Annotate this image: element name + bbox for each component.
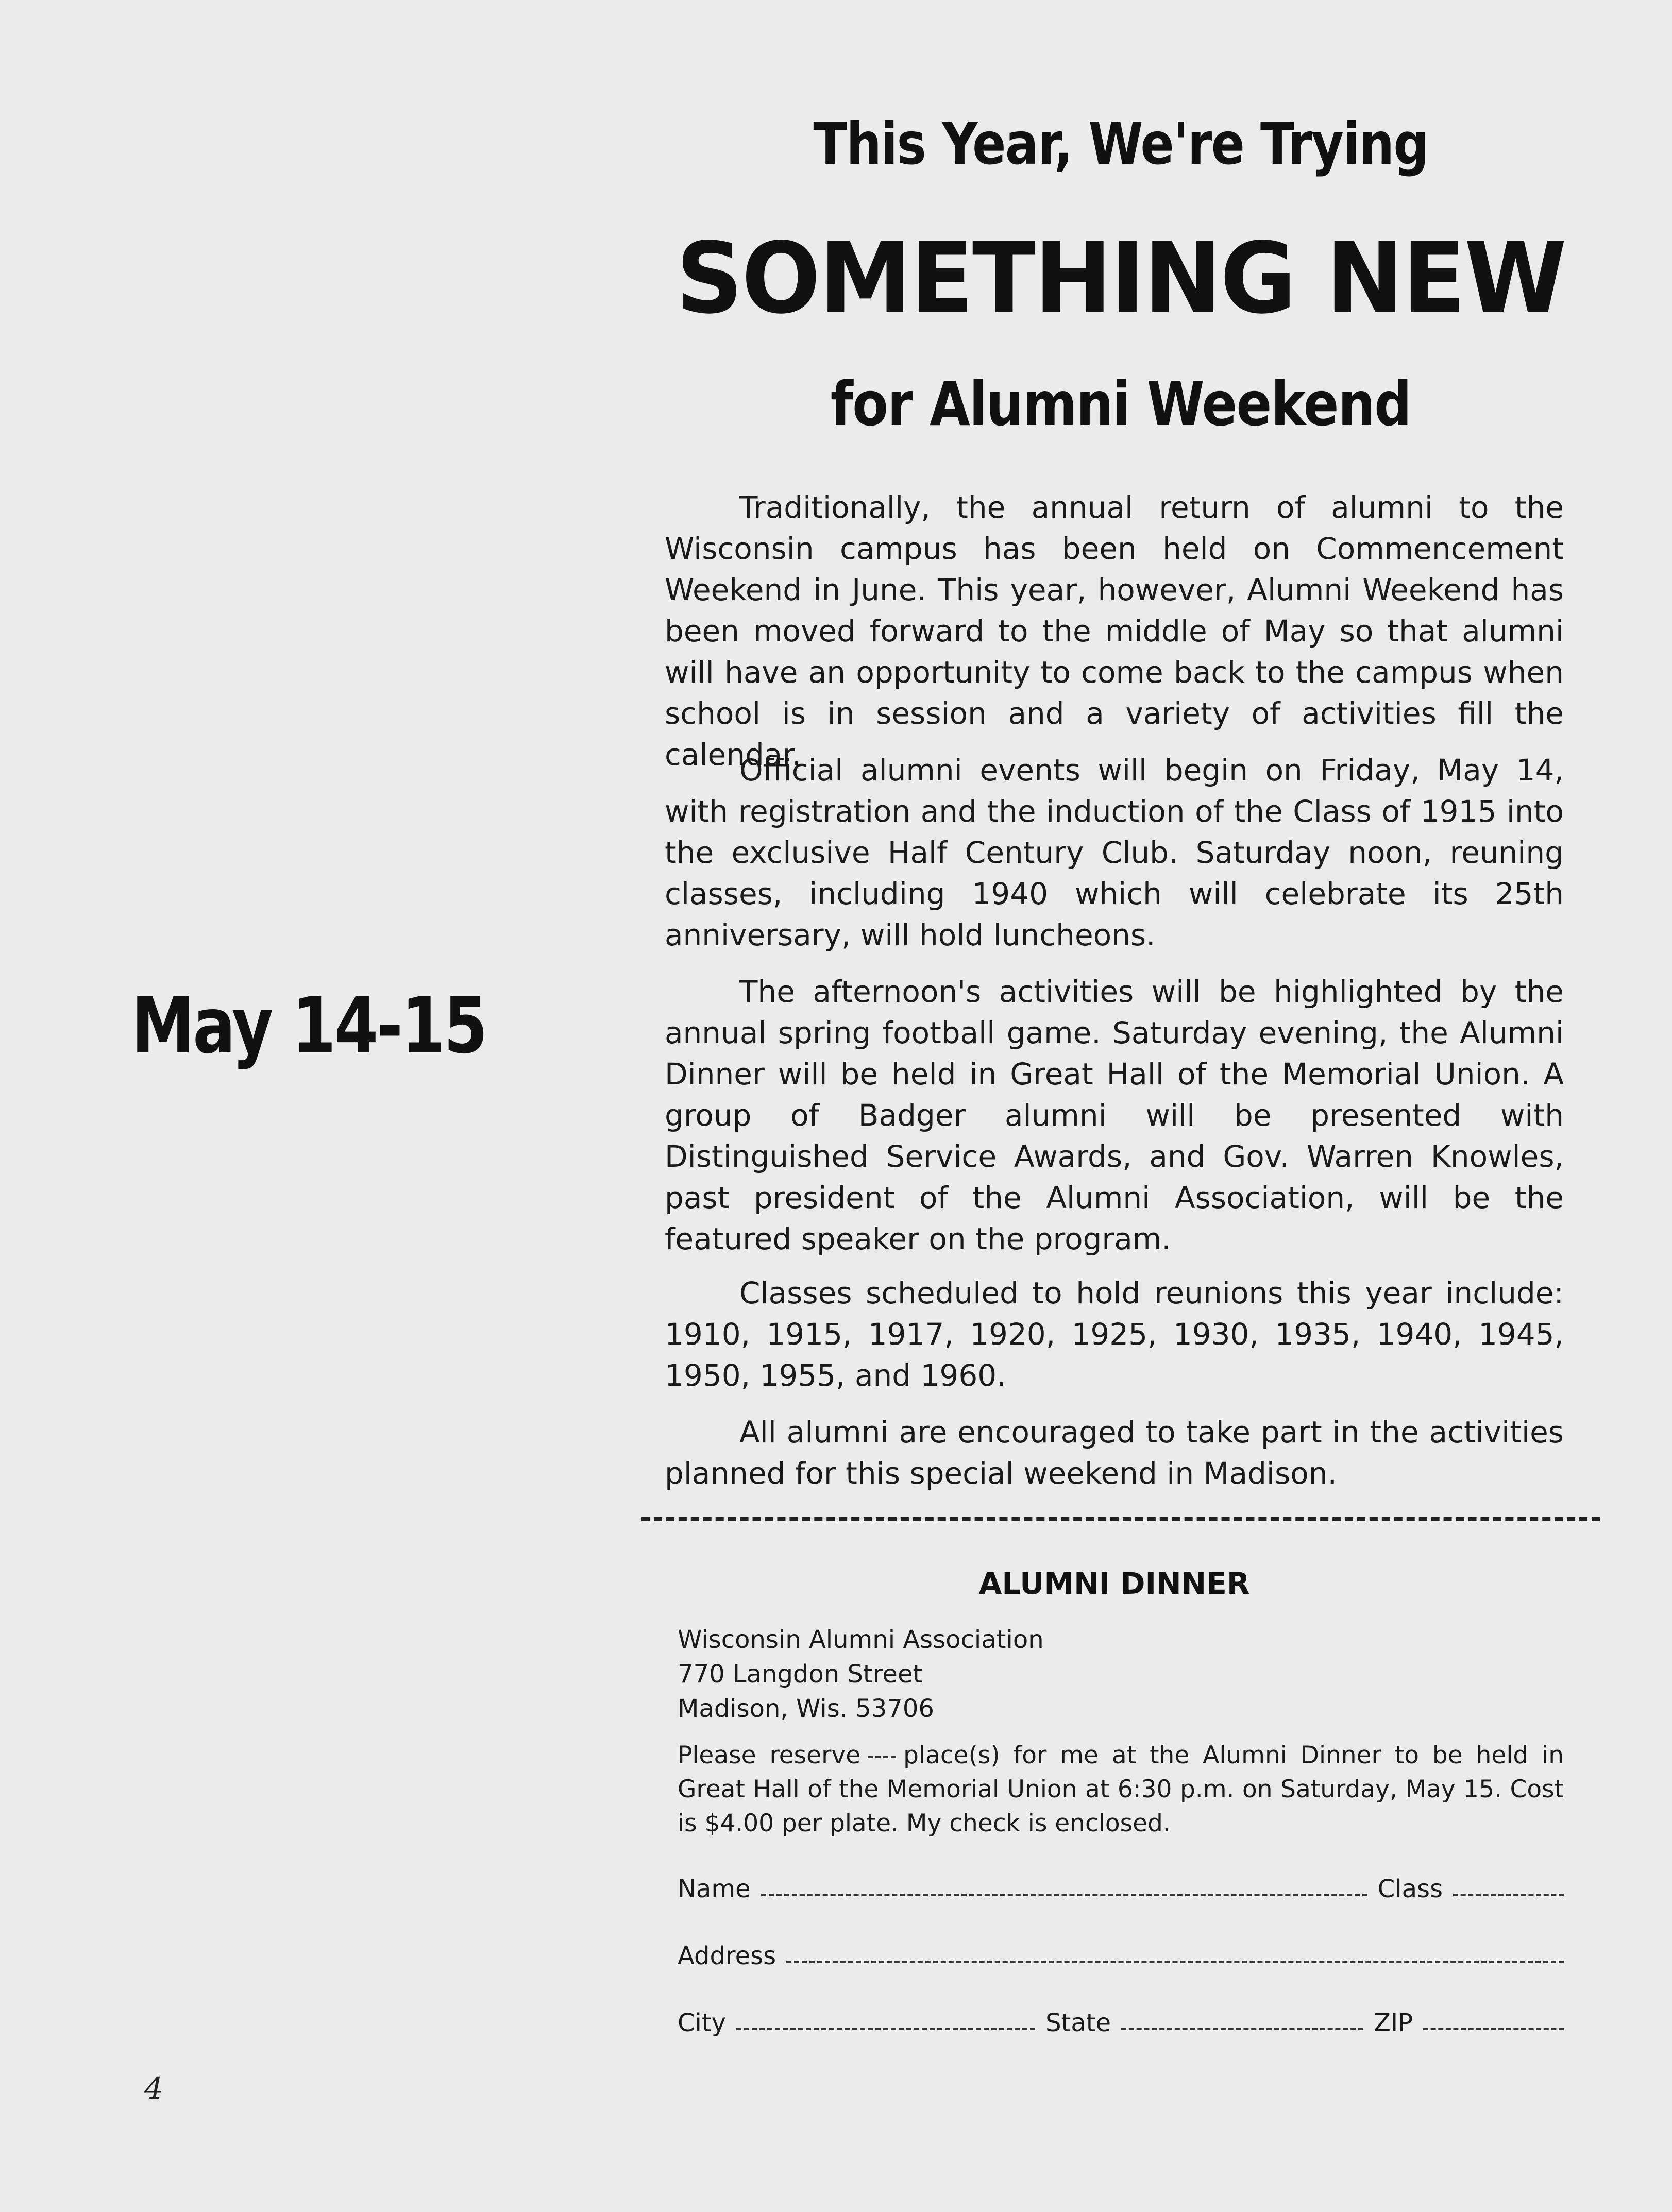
reservation-text-start: Please reserve	[678, 1741, 861, 1769]
page-number: 4	[144, 2071, 163, 2106]
date-callout: May 14-15	[131, 981, 486, 1071]
form-title: ALUMNI DINNER	[978, 1566, 1250, 1601]
reservation-text	[678, 1739, 1564, 1841]
class-label: Class	[1377, 1875, 1443, 1903]
headline-line-3: for Alumni Weekend	[830, 368, 1411, 439]
zip-label: ZIP	[1374, 2009, 1413, 2037]
cut-line-divider	[641, 1517, 1600, 1521]
form-row-address	[678, 1934, 1564, 1970]
reservation-text-end: place(s) for me at the Alumni Dinner to be held in Great Hall of the Memorial Union at 6:30 p.m. on Saturday, May 15. Cost is $4.00 per plate. My check is enclosed.	[678, 1741, 1564, 1837]
state-field[interactable]	[1121, 2028, 1363, 2030]
form-row-city	[678, 2001, 1564, 2037]
headline-main: SOMETHING NEW	[675, 222, 1566, 335]
article-paragraph: The afternoon's activities will be highlighted by the annual spring football game. Saturday evening, the Alumni Dinner will be held in Great Hall of the Memorial Union. A group of Badger alumni will be presented with Distinguished Service Awards, and Gov. Warren Knowles, past president of the Alumni Association, will be the featured speaker on the program.	[665, 974, 1564, 1256]
city-field[interactable]	[736, 2028, 1035, 2030]
places-count-blank[interactable]	[868, 1756, 896, 1758]
city-label: City	[678, 2009, 727, 2037]
name-label: Name	[678, 1875, 751, 1903]
address-label: Address	[678, 1942, 776, 1970]
article-paragraph: All alumni are encouraged to take part in the activities planned for this special weekend in Madison.	[665, 1415, 1564, 1491]
zip-field[interactable]	[1423, 2028, 1564, 2030]
mailing-address	[678, 1623, 1044, 1726]
class-field[interactable]	[1453, 1894, 1564, 1896]
state-label: State	[1045, 2009, 1111, 2037]
name-field[interactable]	[761, 1894, 1367, 1896]
article-paragraph: Classes scheduled to hold reunions this year include: 1910, 1915, 1917, 1920, 1925, 1930, 1935, 1940, 1945, 1950, 1955, and 1960.	[665, 1275, 1564, 1393]
address-field[interactable]	[786, 1961, 1564, 1963]
address-line: Wisconsin Alumni Association	[678, 1625, 1044, 1654]
headline-line-1: This Year, We're Trying	[813, 111, 1428, 178]
address-line: Madison, Wis. 53706	[678, 1694, 934, 1723]
address-line: 770 Langdon Street	[678, 1660, 923, 1689]
article-paragraph: Traditionally, the annual return of alumni to the Wisconsin campus has been held on Commencement Weekend in June. This year, however, Alumni Weekend has been moved forward to the middle of May so that alumni will have an opportunity to come back to the campus when school is in session and a variety of activities fill the calendar.	[665, 490, 1564, 772]
form-row-name	[678, 1867, 1564, 1903]
article-paragraph: Official alumni events will begin on Friday, May 14, with registration and the induction of the Class of 1915 into the exclusive Half Century Club. Saturday noon, reuning classes, including 1940 which will celebrate its 25th anniversary, will hold luncheons.	[665, 753, 1564, 952]
